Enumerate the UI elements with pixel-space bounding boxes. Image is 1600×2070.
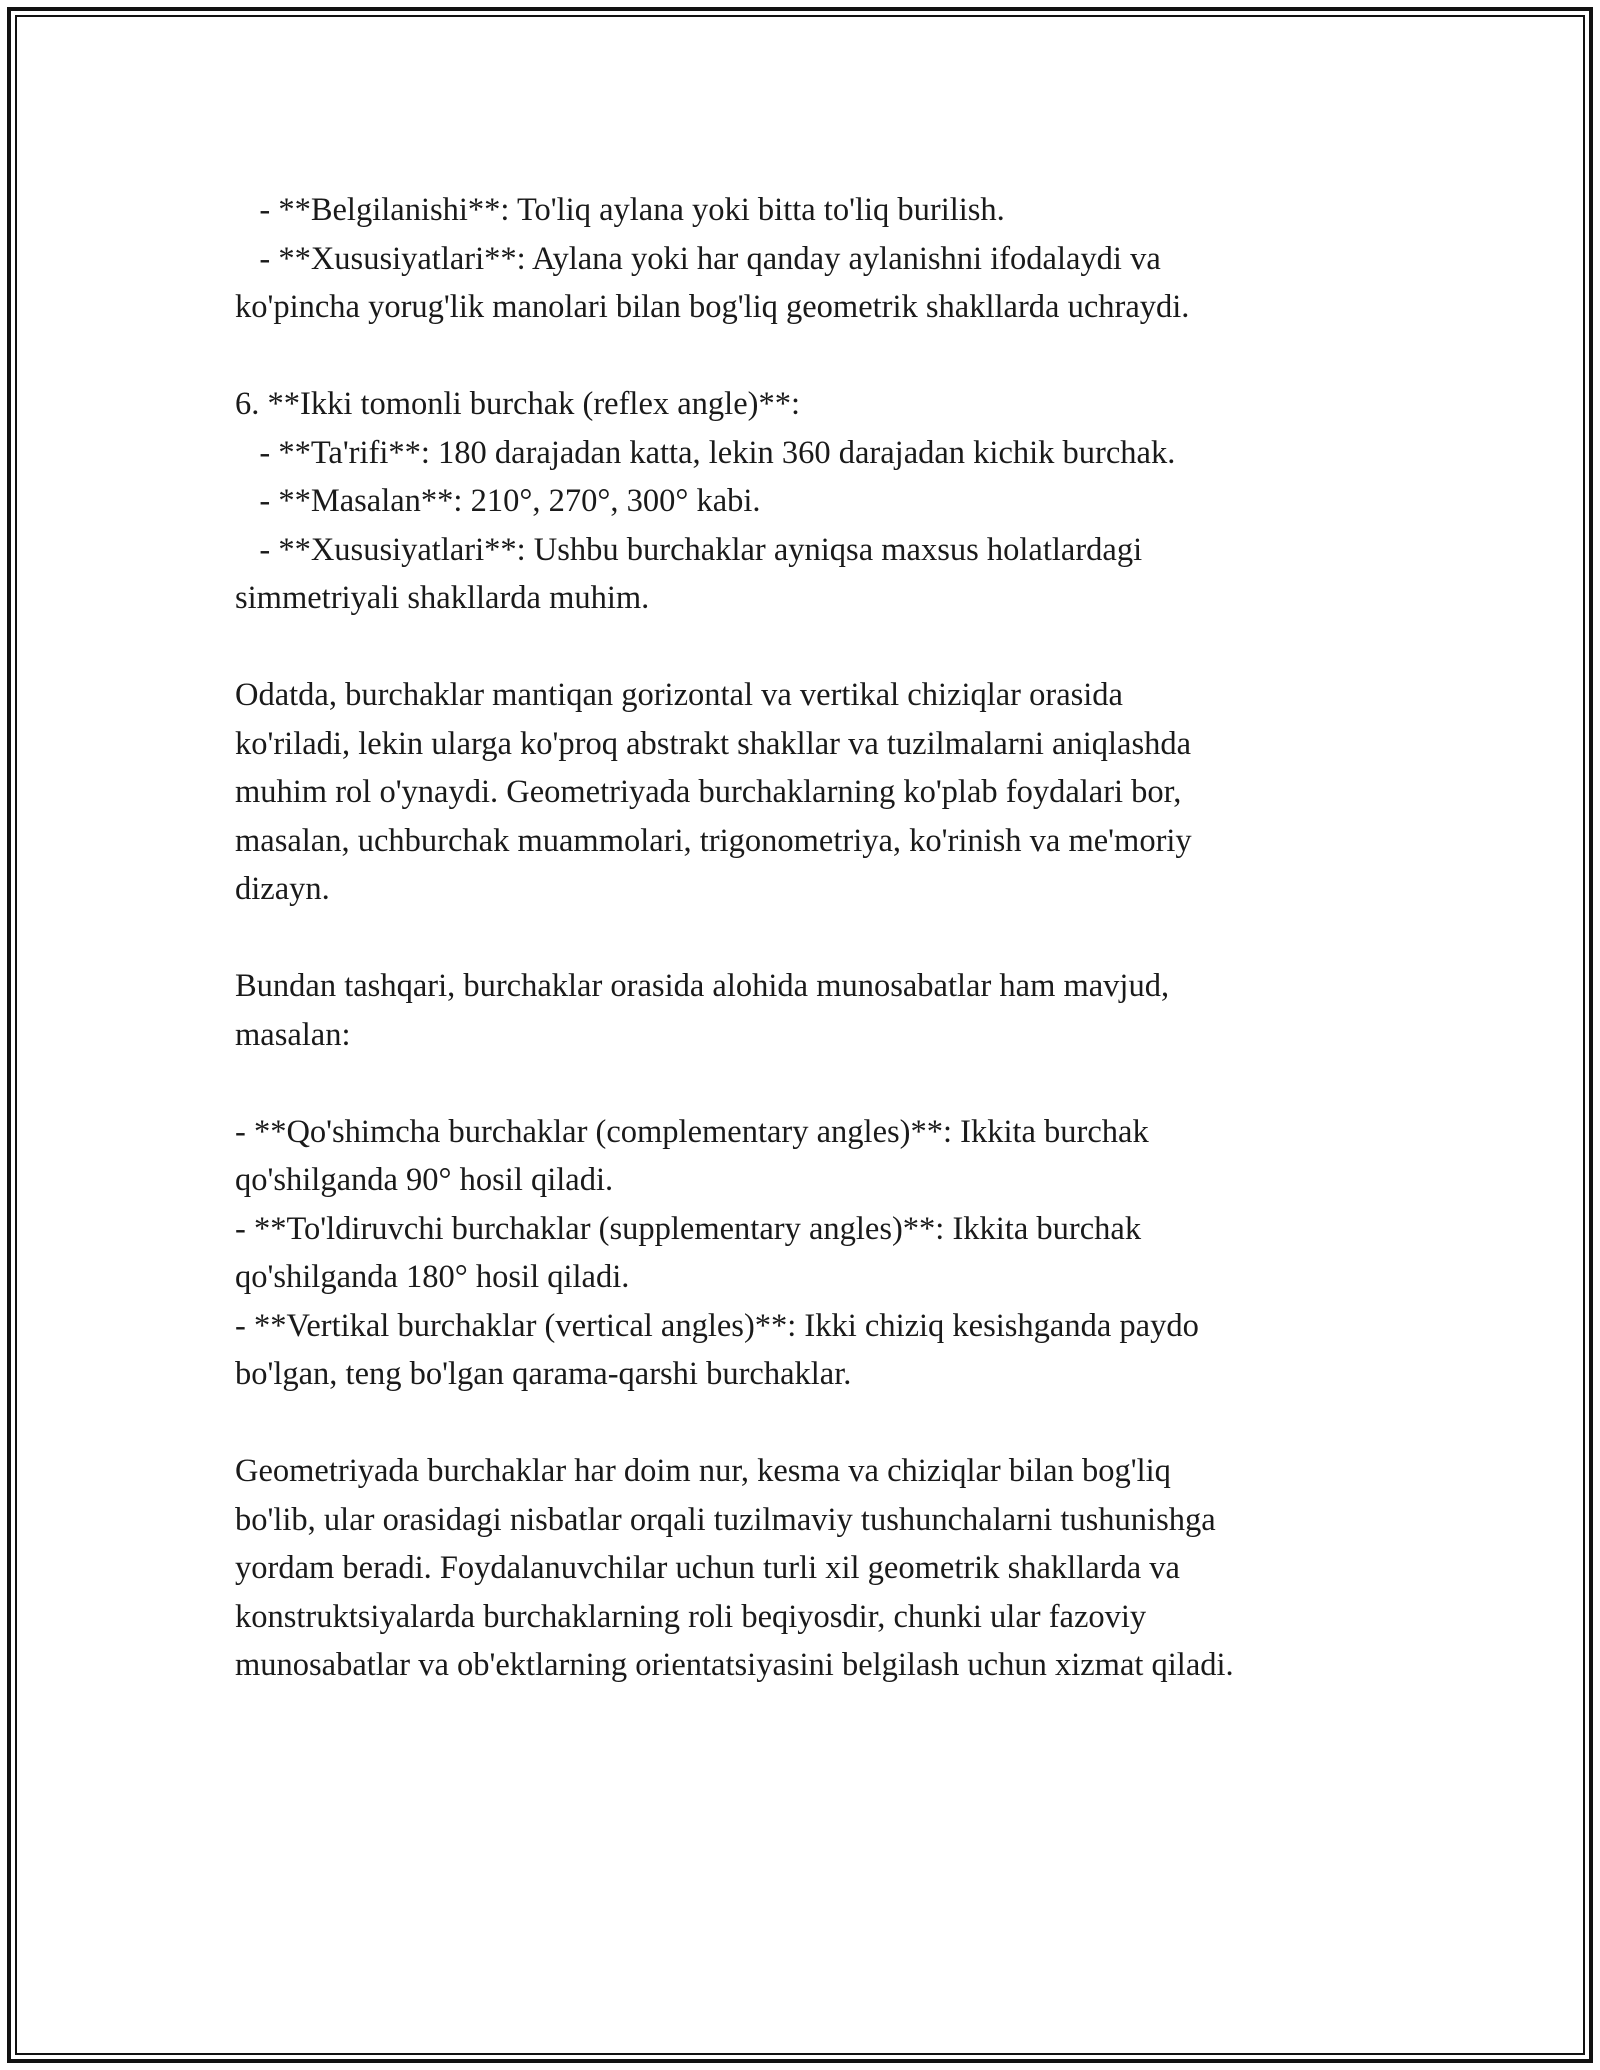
paragraph-full-angle-properties: [235, 186, 1395, 332]
paragraph-usage: [235, 671, 1395, 914]
paragraph-spacer: [235, 623, 1395, 672]
list-item-vertical-angles: - **Vertikal burchaklar (vertical angles)**: Ikki chiziq kesishganda paydo: [235, 1307, 1199, 1344]
text-line: dizayn.: [235, 871, 330, 907]
paragraph-spacer: [235, 332, 1395, 381]
list-item-xususiyatlari: - **Xususiyatlari**: Ushbu burchaklar ayniqsa maxsus holatlardagi: [235, 531, 1143, 568]
text-line: qo'shilganda 90° hosil qiladi.: [235, 1162, 614, 1198]
text-line: Odatda, burchaklar mantiqan gorizontal va vertikal chiziqlar orasida: [235, 677, 1123, 713]
list-item-xususiyatlari: - **Xususiyatlari**: Aylana yoki har qanday aylanishni ifodalaydi va: [235, 240, 1161, 277]
list-item-tarifi: - **Ta'rifi**: 180 darajadan katta, lekin 360 darajadan kichik burchak.: [235, 434, 1176, 471]
text-line: Geometriyada burchaklar har doim nur, kesma va chiziqlar bilan bog'liq: [235, 1453, 1171, 1489]
paragraph-spacer: [235, 914, 1395, 963]
text-line: yordam beradi. Foydalanuvchilar uchun turli xil geometrik shakllarda va: [235, 1550, 1180, 1586]
text-line: Bundan tashqari, burchaklar orasida alohida munosabatlar ham mavjud,: [235, 968, 1170, 1004]
text-line: masalan:: [235, 1016, 351, 1053]
text-line: ko'riladi, lekin ularga ko'proq abstrakt shakllar va tuzilmalarni aniqlashda: [235, 725, 1192, 762]
list-item-complementary-angles: - **Qo'shimcha burchaklar (complementary angles)**: Ikkita burchak: [235, 1113, 1149, 1150]
paragraph-conclusion: [235, 1447, 1395, 1690]
text-line: simmetriyali shakllarda muhim.: [235, 580, 650, 616]
text-line: bo'lib, ular orasidagi nisbatlar orqali tuzilmaviy tushunchalarni tushunishga: [235, 1501, 1216, 1538]
paragraph-spacer: [235, 1399, 1395, 1448]
paragraph-relations-intro: [235, 962, 1395, 1059]
list-item-supplementary-angles: - **To'ldiruvchi burchaklar (supplementary angles)**: Ikkita burchak: [235, 1210, 1142, 1247]
list-item-masalan: - **Masalan**: 210°, 270°, 300° kabi.: [235, 483, 761, 519]
text-line: bo'lgan, teng bo'lgan qarama-qarshi burchaklar.: [235, 1356, 852, 1392]
text-line: qo'shilganda 180° hosil qiladi.: [235, 1259, 630, 1295]
text-line: konstruktsiyalarda burchaklarning roli beqiyosdir, chunki ular fazoviy: [235, 1598, 1147, 1635]
text-line: masalan, uchburchak muammolari, trigonometriya, ko'rinish va me'moriy: [235, 822, 1192, 859]
section-heading-reflex-angle: 6. **Ikki tomonli burchak (reflex angle)**:: [235, 386, 800, 422]
list-item-belgilanishi: - **Belgilanishi**: To'liq aylana yoki bitta to'liq burilish.: [235, 192, 1005, 228]
paragraph-spacer: [235, 1059, 1395, 1108]
text-line: ko'pincha yorug'lik manolari bilan bog'liq geometrik shakllarda uchraydi.: [235, 289, 1190, 325]
section-reflex-angle: [235, 380, 1395, 623]
text-line: muhim rol o'ynaydi. Geometriyada burchaklarning ko'plab foydalari bor,: [235, 774, 1182, 810]
document-body: [235, 186, 1395, 1690]
text-line: munosabatlar va ob'ektlarning orientatsiyasini belgilash uchun xizmat qiladi.: [235, 1647, 1234, 1683]
list-angle-relations: [235, 1108, 1395, 1399]
